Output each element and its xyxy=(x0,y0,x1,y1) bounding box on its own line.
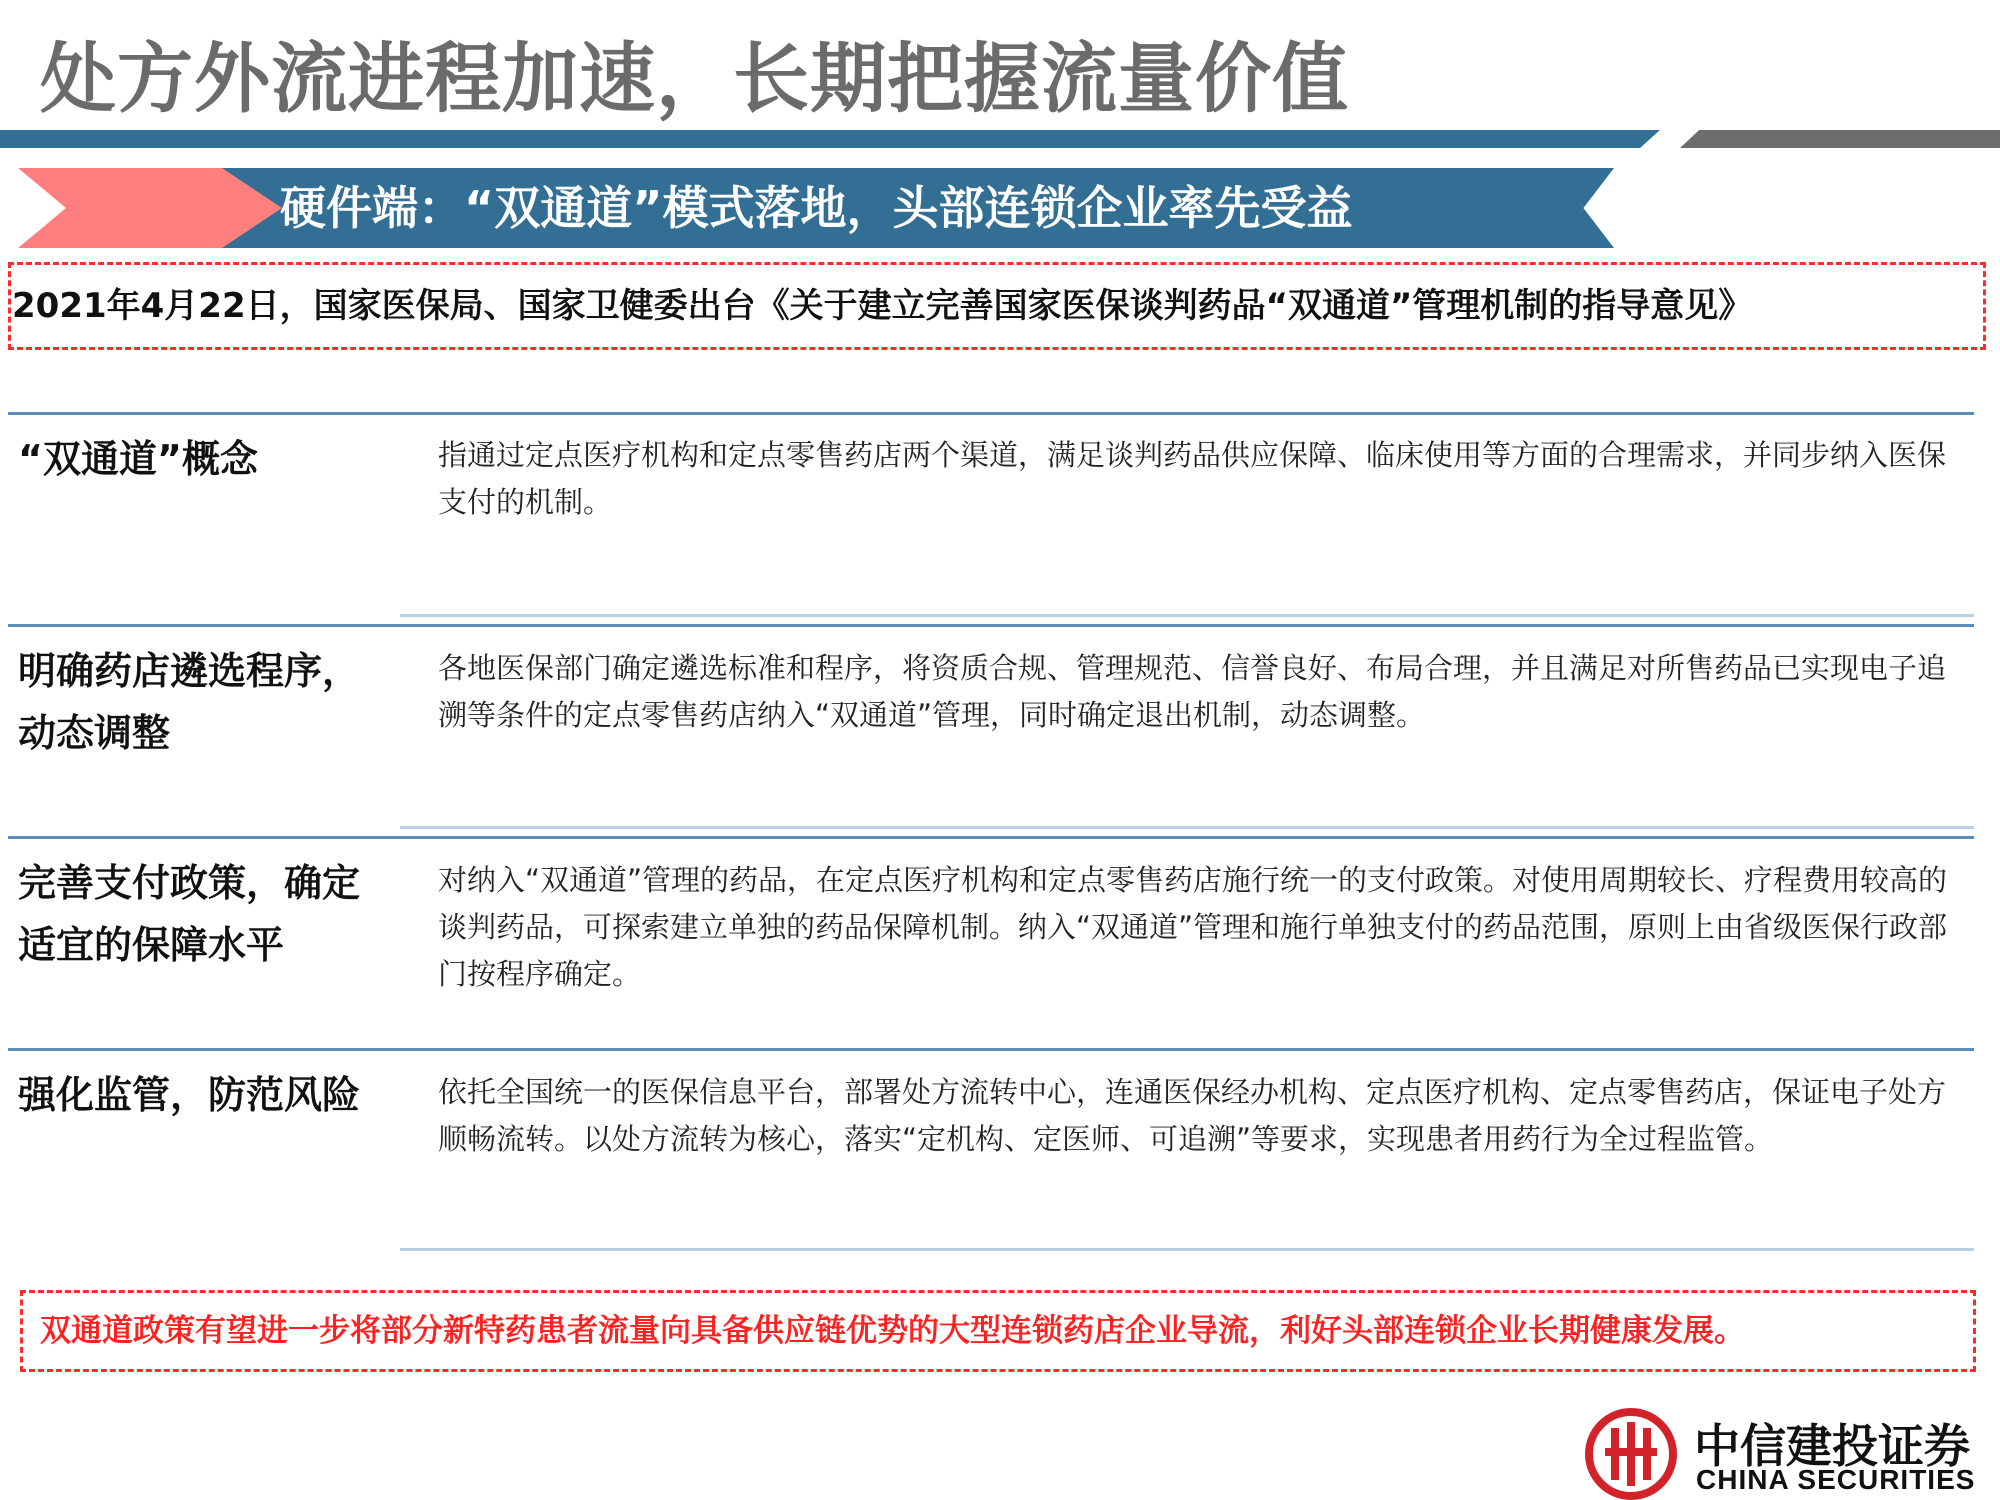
row-label-payment-policy: 完善支付政策，确定适宜的保障水平 xyxy=(18,861,361,967)
row-label-concept: “双通道”概念 xyxy=(18,437,258,481)
row-divider-light xyxy=(400,614,1974,617)
logo-name-cn: 中信建投证券 xyxy=(1694,1419,1970,1473)
row-text-concept: 指通过定点医疗机构和定点零售药店两个渠道，满足谈判药品供应保障、临床使用等方面的合理需求，并同步纳入医保支付的机制。 xyxy=(438,438,1947,519)
row-text-supervision: 依托全国统一的医保信息平台，部署处方流转中心，连通医保经办机构、定点医疗机构、定点零售药店，保证电子处方顺畅流转。以处方流转为核心，落实“定机构、定医师、可追溯”等要求，实现患者用药行为全过程监管。 xyxy=(438,1075,1947,1156)
row-label-supervision: 强化监管，防范风险 xyxy=(18,1073,361,1117)
row-divider xyxy=(8,1048,1974,1051)
row-divider-light xyxy=(400,826,1974,829)
row-divider xyxy=(8,624,1974,627)
row-divider xyxy=(8,412,1974,415)
citic-logo-icon xyxy=(1585,1408,1677,1500)
row-text-payment-policy: 对纳入“双通道”管理的药品，在定点医疗机构和定点零售药店施行统一的支付政策。对使用周期较长、疗程费用较高的谈判药品，可探索建立单独的药品保障机制。纳入“双通道”管理和施行单独支付的药品范围，原则上由省级医保行政部门按程序确定。 xyxy=(438,863,1948,991)
row-text-pharmacy-selection: 各地医保部门确定遴选标准和程序，将资质合规、管理规范、信誉良好、布局合理，并且满足对所售药品已实现电子追溯等条件的定点零售药店纳入“双通道”管理，同时确定退出机制，动态调整。 xyxy=(438,651,1947,732)
row-label-pharmacy-selection: 明确药店遴选程序，动态调整 xyxy=(18,649,361,755)
section-banner-title: 硬件端：“双通道”模式落地，头部连锁企业率先受益 xyxy=(280,181,1353,235)
policy-notice-text: 2021年4月22日，国家医保局、国家卫健委出台《关于建立完善国家医保谈判药品“双通道”管理机制的指导意见》 xyxy=(12,286,1753,326)
logo-name-en: CHINA SECURITIES xyxy=(1696,1464,1976,1495)
title-underline-blue xyxy=(0,130,1660,148)
title-underline-grey xyxy=(1680,130,2000,148)
row-divider-light xyxy=(400,1248,1974,1251)
page-title: 处方外流进程加速，长期把握流量价值 xyxy=(40,34,1349,123)
conclusion-text: 双通道政策有望进一步将部分新特药患者流量向具备供应链优势的大型连锁药店企业导流，利好头部连锁企业长期健康发展。 xyxy=(40,1313,1745,1349)
row-divider xyxy=(8,836,1974,839)
